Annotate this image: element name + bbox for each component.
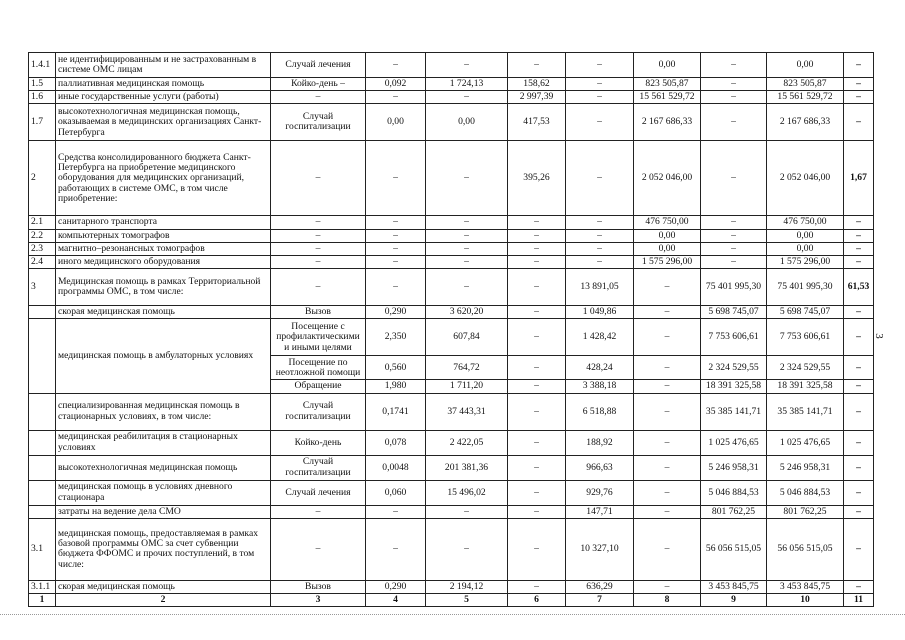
unit-cell: – (271, 269, 366, 306)
value-cell: – (366, 141, 426, 216)
value-cell: 966,63 (566, 455, 634, 480)
value-cell: 636,29 (566, 580, 634, 593)
value-cell: – (634, 430, 701, 455)
row-label: затраты на ведение дела СМО (56, 505, 271, 518)
page-number: 3 (872, 333, 885, 339)
table-row (29, 256, 874, 269)
value-cell: – (634, 480, 701, 505)
row-label: компьютерных томографов (56, 229, 271, 242)
row-label: медицинская помощь в условиях дневного стационара (56, 480, 271, 505)
value-cell: – (634, 380, 701, 393)
value-cell: – (844, 380, 874, 393)
value-cell: 2 324 529,55 (701, 356, 767, 380)
value-cell: 1 428,42 (566, 319, 634, 356)
table-row (29, 518, 874, 580)
row-number (29, 455, 56, 480)
value-cell: 15 561 529,72 (634, 91, 701, 104)
value-cell: 1 724,13 (426, 78, 508, 91)
value-cell: – (426, 269, 508, 306)
value-cell: 0,00 (634, 242, 701, 255)
value-cell: – (508, 53, 566, 78)
value-cell: 147,71 (566, 505, 634, 518)
value-cell: – (426, 518, 508, 580)
unit-cell: – (271, 229, 366, 242)
value-cell: – (701, 53, 767, 78)
unit-cell: – (271, 242, 366, 255)
table-row (29, 580, 874, 593)
unit-cell: – (271, 216, 366, 229)
row-number: 1.5 (29, 78, 56, 91)
value-cell: – (366, 216, 426, 229)
value-cell: – (634, 269, 701, 306)
row-label: медицинская реабилитация в стационарных условиях (56, 430, 271, 455)
row-number: 1.7 (29, 104, 56, 141)
document-page (28, 52, 873, 607)
unit-cell: – (271, 91, 366, 104)
column-number: 10 (767, 594, 844, 607)
value-cell: 2 052 046,00 (634, 141, 701, 216)
row-number (29, 306, 56, 319)
value-cell: – (508, 229, 566, 242)
row-label: скорая медицинская помощь (56, 580, 271, 593)
value-cell: 0,560 (366, 356, 426, 380)
value-cell: 0,0048 (366, 455, 426, 480)
row-label: не идентифицированным и не застрахованным в системе ОМС лицам (56, 53, 271, 78)
unit-cell: – (271, 256, 366, 269)
value-cell: 7 753 606,61 (701, 319, 767, 356)
value-cell: 476 750,00 (767, 216, 844, 229)
value-cell: – (844, 229, 874, 242)
value-cell: 1,67 (844, 141, 874, 216)
table-row (29, 269, 874, 306)
value-cell: – (426, 229, 508, 242)
value-cell: – (508, 505, 566, 518)
value-cell: – (844, 430, 874, 455)
value-cell: – (844, 104, 874, 141)
value-cell: – (508, 480, 566, 505)
unit-cell: Койко-день (271, 430, 366, 455)
table-row (29, 480, 874, 505)
page-edge-divider (0, 614, 905, 615)
table-row (29, 505, 874, 518)
column-number: 9 (701, 594, 767, 607)
value-cell: 0,1741 (366, 393, 426, 430)
unit-cell: Случай лечения (271, 53, 366, 78)
value-cell: – (844, 216, 874, 229)
row-number: 1.6 (29, 91, 56, 104)
row-label: паллиативная медицинская помощь (56, 78, 271, 91)
value-cell: 6 518,88 (566, 393, 634, 430)
row-number: 1.4.1 (29, 53, 56, 78)
value-cell: 35 385 141,71 (701, 393, 767, 430)
value-cell: 1 575 296,00 (634, 256, 701, 269)
row-label: высокотехнологичная медицинская помощь, оказываемая в медицинских организациях Санкт-Петербурга (56, 104, 271, 141)
value-cell: – (701, 216, 767, 229)
value-cell: – (566, 91, 634, 104)
value-cell: 5 246 958,31 (767, 455, 844, 480)
row-number: 3.1.1 (29, 580, 56, 593)
value-cell: 5 046 884,53 (701, 480, 767, 505)
value-cell: 2 422,05 (426, 430, 508, 455)
value-cell: – (844, 53, 874, 78)
value-cell: – (426, 53, 508, 78)
value-cell: 5 698 745,07 (767, 306, 844, 319)
unit-cell: Вызов (271, 306, 366, 319)
value-cell: 1,980 (366, 380, 426, 393)
value-cell: – (844, 455, 874, 480)
value-cell: 56 056 515,05 (767, 518, 844, 580)
value-cell: 0,00 (767, 53, 844, 78)
row-label: скорая медицинская помощь (56, 306, 271, 319)
value-cell: 18 391 325,58 (701, 380, 767, 393)
value-cell: 0,290 (366, 306, 426, 319)
value-cell: 395,26 (508, 141, 566, 216)
value-cell: – (566, 242, 634, 255)
row-label: медицинская помощь в амбулаторных условиях (56, 319, 271, 393)
value-cell: 2 324 529,55 (767, 356, 844, 380)
row-number: 2.4 (29, 256, 56, 269)
table-row (29, 53, 874, 78)
value-cell: 56 056 515,05 (701, 518, 767, 580)
value-cell: – (426, 256, 508, 269)
table-row (29, 393, 874, 430)
value-cell: – (508, 356, 566, 380)
value-cell: 201 381,36 (426, 455, 508, 480)
value-cell: 0,290 (366, 580, 426, 593)
value-cell: – (701, 91, 767, 104)
column-number: 7 (566, 594, 634, 607)
value-cell: 764,72 (426, 356, 508, 380)
unit-cell: Случай госпитализации (271, 455, 366, 480)
unit-cell: Вызов (271, 580, 366, 593)
value-cell: – (844, 78, 874, 91)
value-cell: – (634, 319, 701, 356)
table-row (29, 455, 874, 480)
value-cell: – (508, 269, 566, 306)
value-cell: – (634, 306, 701, 319)
value-cell: – (366, 518, 426, 580)
value-cell: – (508, 380, 566, 393)
value-cell: – (701, 78, 767, 91)
value-cell: 0,00 (426, 104, 508, 141)
value-cell: – (634, 580, 701, 593)
value-cell: – (844, 480, 874, 505)
row-label: иного медицинского оборудования (56, 256, 271, 269)
value-cell: – (566, 78, 634, 91)
value-cell: 417,53 (508, 104, 566, 141)
value-cell: 0,092 (366, 78, 426, 91)
value-cell: 823 505,87 (634, 78, 701, 91)
value-cell: 801 762,25 (767, 505, 844, 518)
value-cell: – (701, 229, 767, 242)
value-cell: 3 453 845,75 (767, 580, 844, 593)
column-number: 2 (56, 594, 271, 607)
column-number: 11 (844, 594, 874, 607)
value-cell: – (566, 256, 634, 269)
value-cell: – (701, 104, 767, 141)
value-cell: – (566, 53, 634, 78)
value-cell: – (508, 242, 566, 255)
value-cell: 15 496,02 (426, 480, 508, 505)
row-label: Медицинская помощь в рамках Территориальной программы ОМС, в том числе: (56, 269, 271, 306)
value-cell: – (634, 393, 701, 430)
table-row (29, 91, 874, 104)
unit-cell: – (271, 141, 366, 216)
value-cell: 476 750,00 (634, 216, 701, 229)
row-number: 3 (29, 269, 56, 306)
value-cell: – (508, 319, 566, 356)
value-cell: – (508, 580, 566, 593)
value-cell: 158,62 (508, 78, 566, 91)
row-number (29, 430, 56, 455)
value-cell: 2,350 (366, 319, 426, 356)
table-row (29, 229, 874, 242)
value-cell: 3 453 845,75 (701, 580, 767, 593)
value-cell: – (844, 505, 874, 518)
value-cell: 0,078 (366, 430, 426, 455)
value-cell: 0,00 (634, 53, 701, 78)
table-body (29, 53, 874, 607)
value-cell: – (366, 256, 426, 269)
value-cell: 1 025 476,65 (767, 430, 844, 455)
value-cell: 0,00 (767, 229, 844, 242)
value-cell: – (844, 356, 874, 380)
value-cell: – (508, 256, 566, 269)
unit-cell: Случай лечения (271, 480, 366, 505)
value-cell: – (634, 356, 701, 380)
value-cell: – (634, 455, 701, 480)
row-label: Средства консолидированного бюджета Санкт-Петербурга на приобретение медицинского оборудования для медицинских организаций, работающих в системе ОМС, в том числе приобретение: (56, 141, 271, 216)
value-cell: 75 401 995,30 (767, 269, 844, 306)
row-label: санитарного транспорта (56, 216, 271, 229)
value-cell: 0,060 (366, 480, 426, 505)
row-number: 2 (29, 141, 56, 216)
value-cell: – (508, 216, 566, 229)
value-cell: – (844, 91, 874, 104)
table-row (29, 104, 874, 141)
value-cell: – (508, 430, 566, 455)
value-cell: 75 401 995,30 (701, 269, 767, 306)
column-number-row (29, 594, 874, 607)
table-row (29, 319, 874, 356)
value-cell: 35 385 141,71 (767, 393, 844, 430)
value-cell: 1 575 296,00 (767, 256, 844, 269)
value-cell: – (634, 505, 701, 518)
column-number: 4 (366, 594, 426, 607)
value-cell: – (426, 242, 508, 255)
value-cell: 1 049,86 (566, 306, 634, 319)
value-cell: 607,84 (426, 319, 508, 356)
value-cell: – (366, 53, 426, 78)
value-cell: – (844, 518, 874, 580)
value-cell: 0,00 (767, 242, 844, 255)
unit-cell: Посещение с профилактическими и иными целями (271, 319, 366, 356)
value-cell: – (701, 256, 767, 269)
value-cell: 37 443,31 (426, 393, 508, 430)
table-row (29, 306, 874, 319)
value-cell: – (844, 242, 874, 255)
value-cell: 5 246 958,31 (701, 455, 767, 480)
value-cell: – (701, 141, 767, 216)
value-cell: – (426, 141, 508, 216)
column-number: 8 (634, 594, 701, 607)
unit-cell: Обращение (271, 380, 366, 393)
table-row (29, 242, 874, 255)
value-cell: 0,00 (366, 104, 426, 141)
value-cell: 801 762,25 (701, 505, 767, 518)
value-cell: – (508, 306, 566, 319)
value-cell: – (426, 91, 508, 104)
value-cell: – (508, 455, 566, 480)
row-label: иные государственные услуги (работы) (56, 91, 271, 104)
row-number: 3.1 (29, 518, 56, 580)
value-cell: 13 891,05 (566, 269, 634, 306)
table-row (29, 216, 874, 229)
value-cell: – (844, 319, 874, 356)
value-cell: – (844, 306, 874, 319)
value-cell: 5 698 745,07 (701, 306, 767, 319)
value-cell: – (566, 141, 634, 216)
value-cell: – (566, 104, 634, 141)
row-label: магнитно–резонансных томографов (56, 242, 271, 255)
unit-cell: – (271, 505, 366, 518)
value-cell: – (426, 505, 508, 518)
column-number: 3 (271, 594, 366, 607)
value-cell: 2 167 686,33 (767, 104, 844, 141)
value-cell: 0,00 (634, 229, 701, 242)
value-cell: 2 997,39 (508, 91, 566, 104)
value-cell: 18 391 325,58 (767, 380, 844, 393)
value-cell: – (426, 216, 508, 229)
table-row (29, 141, 874, 216)
value-cell: – (844, 580, 874, 593)
row-label: специализированная медицинская помощь в стационарных условиях, в том числе: (56, 393, 271, 430)
row-number (29, 319, 56, 393)
value-cell: – (366, 229, 426, 242)
value-cell: – (366, 242, 426, 255)
row-label: высокотехнологичная медицинская помощь (56, 455, 271, 480)
unit-cell: Посещение по неотложной помощи (271, 356, 366, 380)
table-row (29, 78, 874, 91)
value-cell: 15 561 529,72 (767, 91, 844, 104)
unit-cell: Койко-день – (271, 78, 366, 91)
value-cell: – (366, 91, 426, 104)
value-cell: – (566, 229, 634, 242)
value-cell: 2 194,12 (426, 580, 508, 593)
financing-table (28, 52, 874, 607)
value-cell: – (508, 518, 566, 580)
unit-cell: Случай госпитализации (271, 393, 366, 430)
value-cell: – (366, 269, 426, 306)
column-number: 6 (508, 594, 566, 607)
value-cell: – (844, 393, 874, 430)
row-label: медицинская помощь, предоставляемая в рамках базовой программы ОМС за счет субвенции бюджета ФФОМС и прочих поступлений, в том числе: (56, 518, 271, 580)
row-number (29, 480, 56, 505)
value-cell: 2 167 686,33 (634, 104, 701, 141)
column-number: 1 (29, 594, 56, 607)
value-cell: 3 388,18 (566, 380, 634, 393)
unit-cell: – (271, 518, 366, 580)
value-cell: – (566, 216, 634, 229)
value-cell: – (701, 242, 767, 255)
value-cell: 61,53 (844, 269, 874, 306)
value-cell: – (366, 505, 426, 518)
row-number (29, 393, 56, 430)
value-cell: – (634, 518, 701, 580)
column-number: 5 (426, 594, 508, 607)
row-number: 2.3 (29, 242, 56, 255)
value-cell: 7 753 606,61 (767, 319, 844, 356)
table-row (29, 430, 874, 455)
value-cell: 823 505,87 (767, 78, 844, 91)
unit-cell: Случай госпитализации (271, 104, 366, 141)
value-cell: 1 025 476,65 (701, 430, 767, 455)
value-cell: 1 711,20 (426, 380, 508, 393)
value-cell: 929,76 (566, 480, 634, 505)
value-cell: 10 327,10 (566, 518, 634, 580)
row-number: 2.2 (29, 229, 56, 242)
value-cell: 2 052 046,00 (767, 141, 844, 216)
row-number (29, 505, 56, 518)
value-cell: – (508, 393, 566, 430)
value-cell: – (844, 256, 874, 269)
value-cell: 188,92 (566, 430, 634, 455)
value-cell: 3 620,20 (426, 306, 508, 319)
value-cell: 428,24 (566, 356, 634, 380)
value-cell: 5 046 884,53 (767, 480, 844, 505)
row-number: 2.1 (29, 216, 56, 229)
